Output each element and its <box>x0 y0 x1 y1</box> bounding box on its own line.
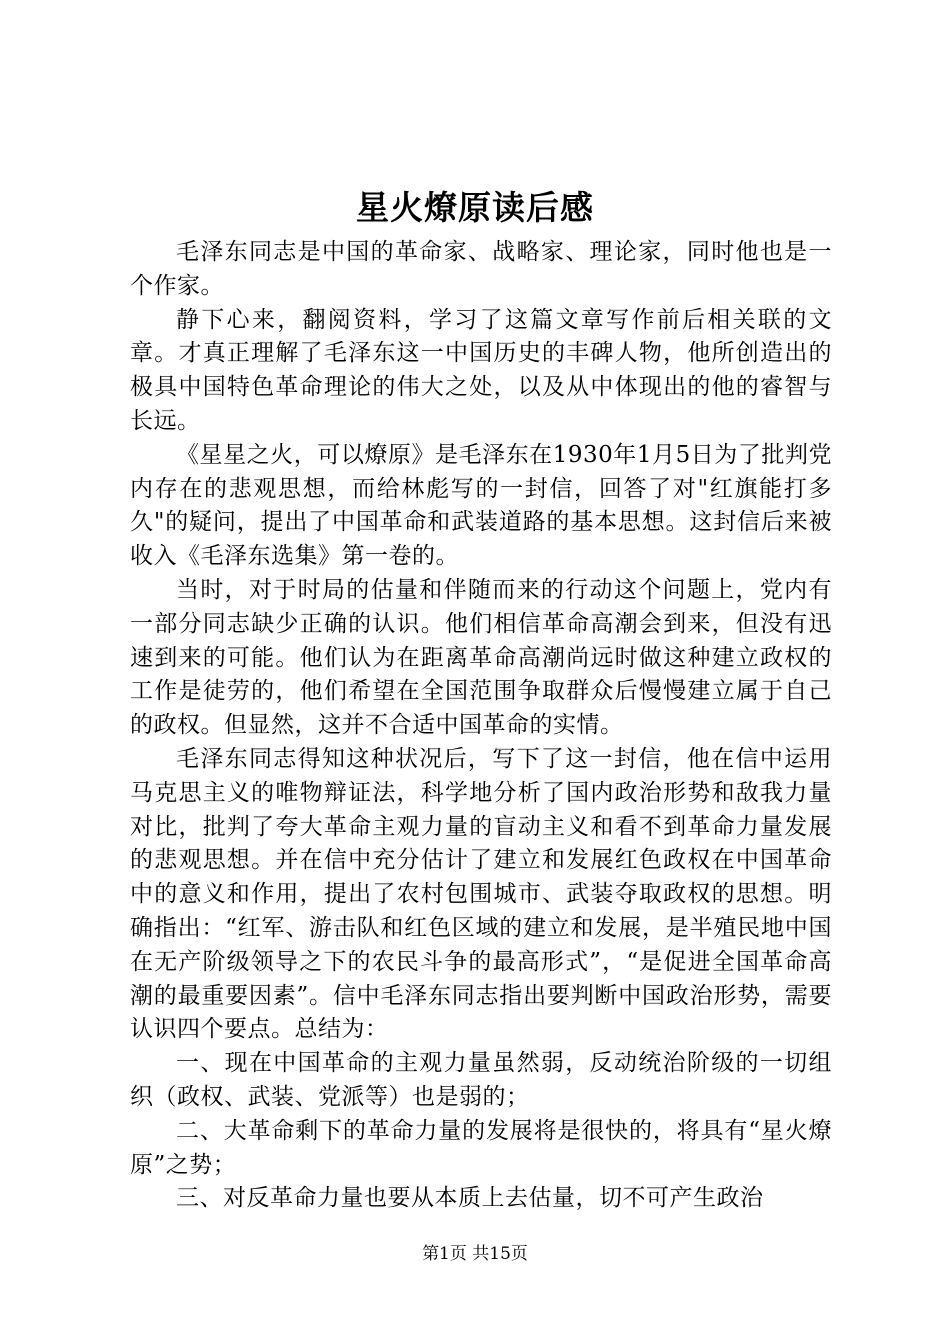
paragraph-5: 毛泽东同志得知这种状况后，写下了这一封信，他在信中运用马克思主义的唯物辩证法，科学地分析了国内政治形势和敌我力量对比，批判了夸大革命主观力量的盲动主义和看不到革命力量发展的悲观思想。并在信中充分估计了建立和发展红色政权在中国革命中的意义和作用，提出了农村包围城市、武装夺取政权的思想。明确指出：“红军、游击队和红色区域的建立和发展，是半殖民地中国在无产阶级领导之下的农民斗争的最高形式”，“是促进全国革命高潮的最重要因素”。信中毛泽东同志指出要判断中国政治形势，需要认识四个要点。总结为： <box>130 745 832 1043</box>
paragraph-2: 静下心来，翻阅资料，学习了这篇文章写作前后相关联的文章。才真正理解了毛泽东这一中国历史的丰碑人物，他所创造出的极具中国特色革命理论的伟大之处，以及从中体现出的他的睿智与长远。 <box>130 306 832 434</box>
document-body <box>130 236 832 1216</box>
paragraph-6: 一、现在中国革命的主观力量虽然弱，反动统治阶级的一切组织（政权、武装、党派等）也是弱的； <box>130 1050 832 1110</box>
paragraph-3: 《星星之火，可以燎原》是毛泽东在1930年1月5日为了批判党内存在的悲观思想，而给林彪写的一封信，回答了对"红旗能打多久"的疑问，提出了中国革命和武装道路的基本思想。这封信后来被收入《毛泽东选集》第一卷的。 <box>130 441 832 570</box>
paragraph-7: 二、大革命剩下的革命力量的发展将是很快的，将具有“星火燎原”之势； <box>130 1117 832 1178</box>
paragraph-1: 毛泽东同志是中国的革命家、战略家、理论家，同时他也是一个作家。 <box>130 239 832 299</box>
document-title: 星火燎原读后感 <box>356 188 594 227</box>
paragraph-4: 当时，对于时局的估量和伴随而来的行动这个问题上，党内有一部分同志缺少正确的认识。他们相信革命高潮会到来，但没有迅速到来的可能。他们认为在距离革命高潮尚远时做这种建立政权的工作是徒劳的，他们希望在全国范围争取群众后慢慢建立属于自己的政权。但显然，这并不合适中国革命的实情。 <box>130 576 832 739</box>
page-footer: 第1页 共15页 <box>422 1244 528 1264</box>
paragraph-8: 三、对反革命力量也要从本质上去估量，切不可产生政治 <box>176 1185 764 1212</box>
